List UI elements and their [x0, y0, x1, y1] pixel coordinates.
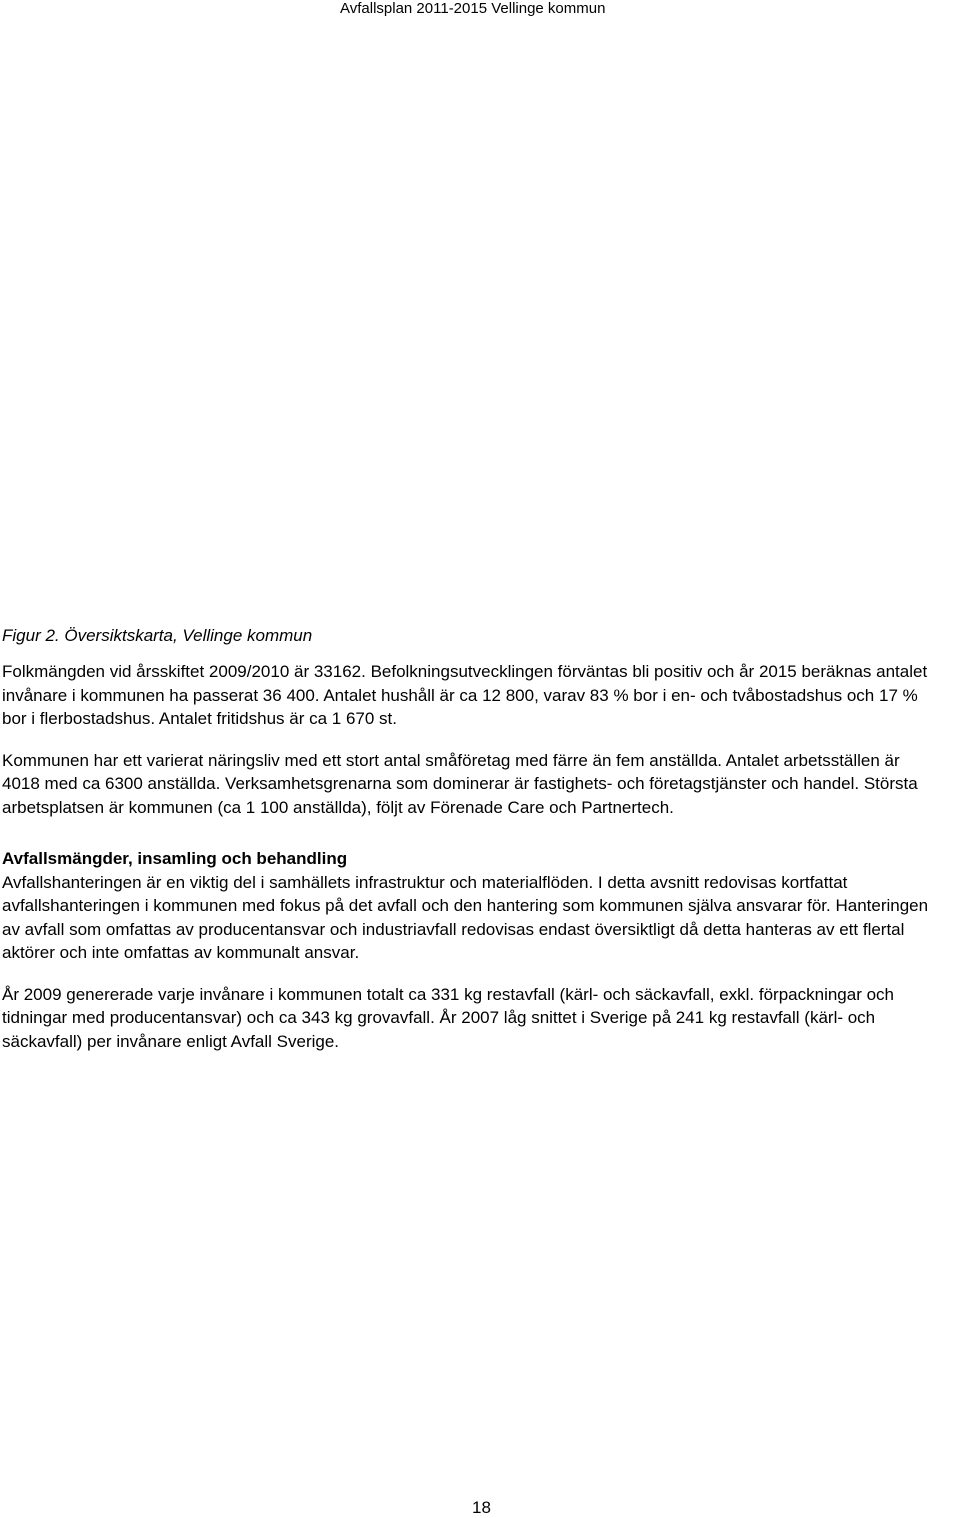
population-paragraph: Folkmängden vid årsskiftet 2009/2010 är 33162. Befolkningsutvecklingen förväntas bli positiv och år 2015 beräknas antalet invånare i kommunen ha passerat 36 400. Antalet hushåll är ca 12 800, varav 83 % bor i en- och tvåbostadshus och 17 % bor i flerbostadshus. Antalet fritidshus är ca 1 670 st. [2, 662, 928, 728]
page-number: 18 [472, 1498, 491, 1517]
figure-caption: Figur 2. Översiktskarta, Vellinge kommun [2, 626, 313, 645]
overview-map-area [0, 30, 960, 610]
page-content [2, 624, 932, 1053]
waste-management-paragraph: Avfallshanteringen är en viktig del i samhällets infrastruktur och materialflöden. I detta avsnitt redovisas kortfattat avfallshanteringen i kommunen med fokus på det avfall och den hantering som kommunen själva ansvarar för. Hanteringen av avfall som omfattas av producentansvar och industriavfall redovisas endast översiktligt då detta hanteras av ett flertal aktörer och inte omfattas av kommunalt ansvar. [2, 872, 929, 962]
waste-amounts-paragraph: År 2009 genererade varje invånare i kommunen totalt ca 331 kg restavfall (kärl- och säckavfall, exkl. förpackningar och tidningar med producentansvar) och ca 343 kg grovavfall. År 2007 låg snittet i Sverige på 241 kg restavfall (kärl- och säckavfall) per invånare enligt Avfall Sverige. [2, 984, 895, 1051]
section-heading: Avfallsmängder, insamling och behandling [2, 849, 348, 868]
business-paragraph: Kommunen har ett varierat näringsliv med ett stort antal småföretag med färre än fem anställda. Antalet arbetsställen är 4018 med ca 6300 anställda. Verksamhetsgrenarna som dominerar är fastighets- och företagstjänster och handel. Största arbetsplatsen är kommunen (ca 1 100 anställda), följt av Förenade Care och Partnertech. [2, 750, 918, 817]
running-header: Avfallsplan 2011-2015 Vellinge kommun [340, 0, 606, 17]
